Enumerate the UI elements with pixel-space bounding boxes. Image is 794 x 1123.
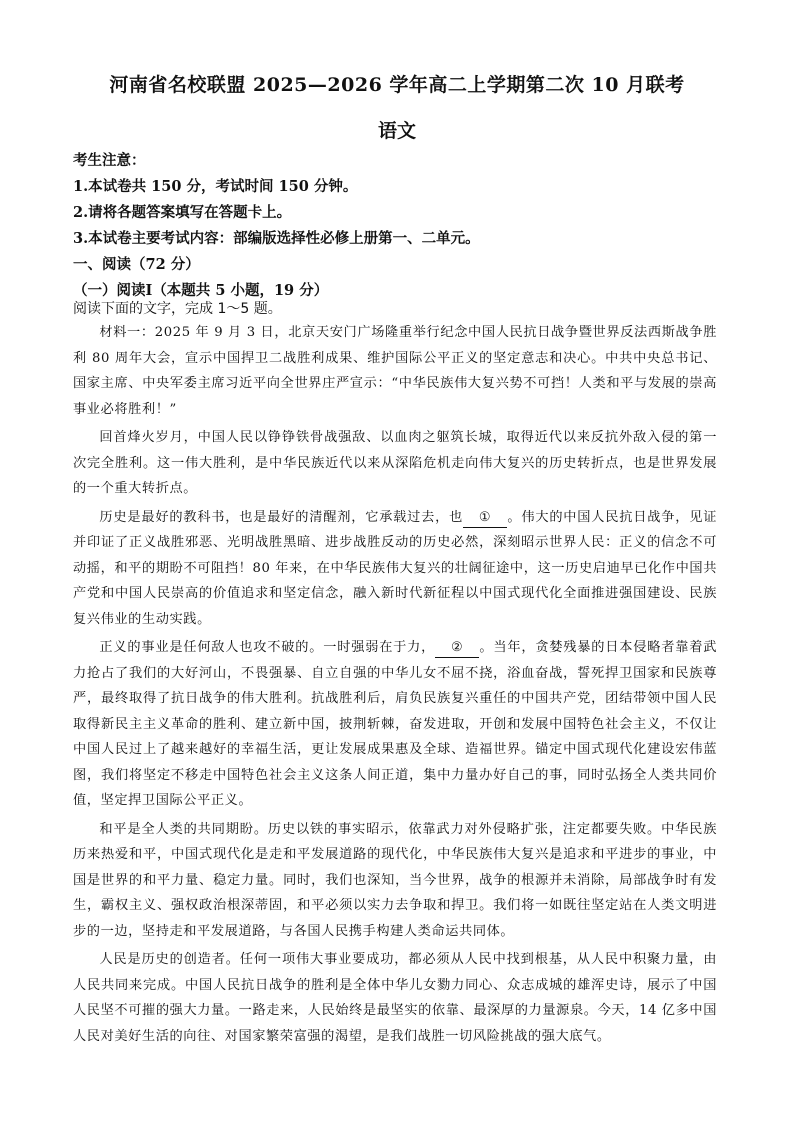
reading-passage [73,320,717,1052]
paragraph-4 [73,635,717,814]
note-item-3: 3.本试卷主要考试内容：部编版选择性必修上册第一、二单元。 [73,230,480,247]
paragraph-3-part-b: 。伟大的中国人民抗日战争，见证并印证了正义战胜邪恶、光明战胜黑暗、进步战胜反动的历史必然，深刻昭示世界人民：正义的信念不可动摇，和平的期盼不可阻挡！80 年来，在中华民族伟大复兴的壮阔征途中，这一历史启迪早已化作中国共产党和中国人民崇高的价值追求和坚定信念，融入新时代新征程以中国式现代化全面推进强国建设、民族复兴伟业的生动实践。 [73,509,717,627]
candidate-notes [73,148,733,304]
paragraph-2: 回首烽火岁月，中国人民以铮铮铁骨战强敌、以血肉之躯筑长城，取得近代以来反抗外敌入侵的第一次完全胜利。这一伟大胜利，是中华民族近代以来从深陷危机走向伟大复兴的历史转折点，也是世界发展的一个重大转折点。 [73,430,717,496]
exam-title: 河南省名校联盟 2025—2026 学年高二上学期第二次 10 月联考 [109,74,685,96]
paragraph-5: 和平是全人类的共同期盼。历史以铁的事实昭示，依靠武力对外侵略扩张，注定都要失败。中华民族历来热爱和平，中国式现代化是走和平发展道路的现代化，中华民族伟大复兴是追求和平进步的事业，中国是世界的和平力量、稳定力量。同时，我们也深知，当今世界，战争的根源并未消除，局部战争时有发生，霸权主义、强权政治根深蒂固，和平必须以实力去争取和捍卫。我们将一如既往坚定站在人类文明进步的一边，坚持走和平发展道路，与各国人民携手构建人类命运共同体。 [73,821,717,939]
paragraph-4-part-a: 正义的事业是任何敌人也攻不破的。一时强弱在于力， [99,640,436,655]
reading-instruction: 阅读下面的文字，完成 1～5 题。 [73,301,282,317]
note-item-2: 2.请将各题答案填写在答题卡上。 [73,204,292,221]
paragraph-1: 材料一：2025 年 9 月 3 日，北京天安门广场隆重举行纪念中国人民抗日战争暨世界反法西斯战争胜利 80 周年大会，宣示中国捍卫二战胜利成果、维护国际公平正义的坚定意志和决心。中共中央总书记、国家主席、中央军委主席习近平向全世界庄严宣示：“中华民族伟大复兴势不可挡！人类和平与发展的崇高事业必将胜利！” [73,325,717,417]
subsection-title: （一）阅读Ⅰ（本题共 5 小题，19 分） [73,282,329,299]
paragraph-3 [73,505,717,633]
paragraph-6: 人民是历史的创造者。任何一项伟大事业要成功，都必须从人民中找到根基，从人民中积聚力量，由人民共同来完成。中国人民抗日战争的胜利是全体中华儿女勠力同心、众志成城的雄浑史诗，展示了中国人民坚不可摧的强大力量。一路走来，人民始终是最坚实的依靠、最深厚的力量源泉。今天，14 亿多中国人民对美好生活的向往、对国家繁荣富强的渴望，是我们战胜一切风险挑战的强大底气。 [73,952,717,1044]
note-item-1: 1.本试卷共 150 分，考试时间 150 分钟。 [73,178,358,195]
paragraph-4-part-b: 。当年，贪婪残暴的日本侵略者靠着武力抢占了我们的大好河山，不畏强暴、自立自强的中华儿女不屈不挠，浴血奋战，誓死捍卫国家和民族尊严，最终取得了抗日战争的伟大胜利。抗战胜利后，肩负民族复兴重任的中国共产党，团结带领中国人民取得新民主主义革命的胜利、建立新中国，披荆斩棘，奋发进取，开创和发展中国特色社会主义，不仅让中国人民过上了越来越好的幸福生活，更让发展成果惠及全球、造福世界。锚定中国式现代化建设宏伟蓝图，我们将坚定不移走中国特色社会主义这条人间正道，集中力量办好自己的事，同时弘扬全人类共同价值，坚定捍卫国际公平正义。 [73,640,717,808]
fill-blank-1: ① [463,509,507,528]
notes-heading: 考生注意： [73,152,146,169]
fill-blank-2: ② [435,639,479,658]
paragraph-3-part-a: 历史是最好的教科书，也是最好的清醒剂，它承载过去，也 [99,509,464,525]
subject-title: 语文 [377,120,416,142]
section-title: 一、阅读（72 分） [73,256,200,273]
